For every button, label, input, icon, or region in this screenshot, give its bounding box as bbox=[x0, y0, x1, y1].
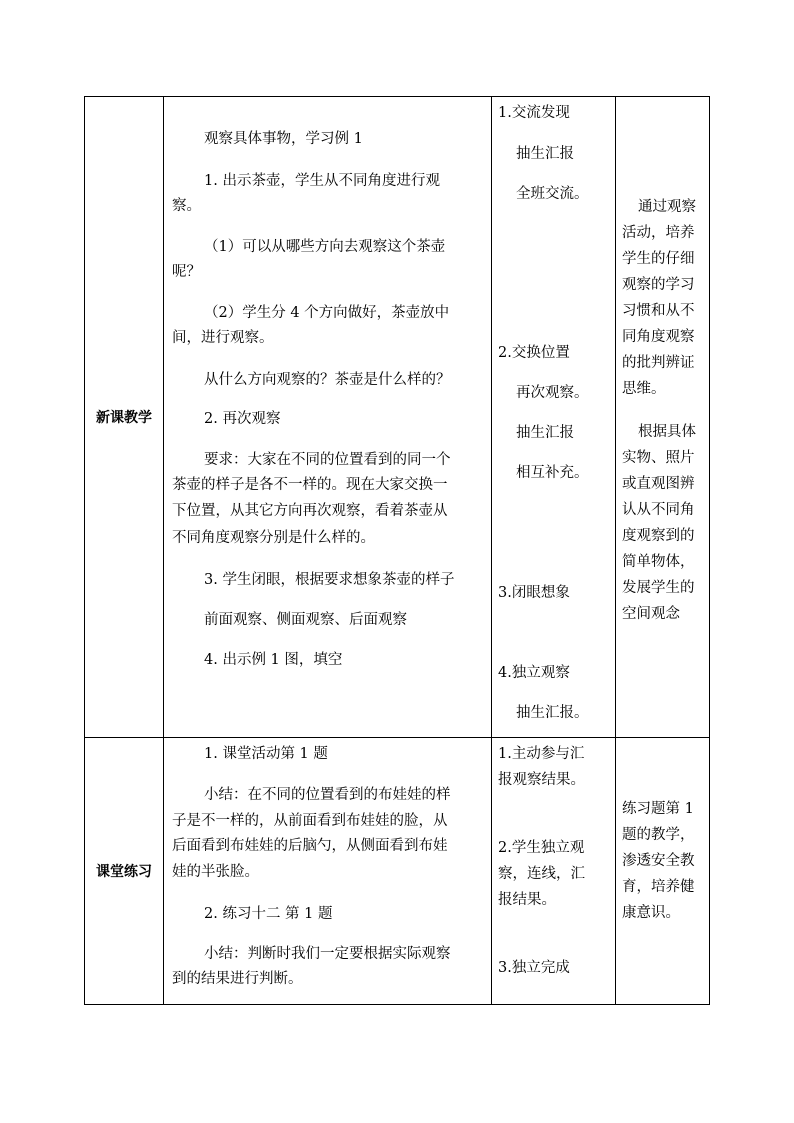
table-row bbox=[84, 96, 710, 737]
purpose-line: 育，培养健 bbox=[622, 879, 695, 895]
activity-line: 2.学生独立观 bbox=[498, 840, 585, 856]
purpose-line: 活动，培养 bbox=[622, 225, 695, 241]
activity-line: 报观察结果。 bbox=[498, 772, 585, 788]
row-label: 新课教学 bbox=[96, 410, 152, 426]
content-line: 观察具体事物，学习例 1 bbox=[204, 131, 363, 147]
purpose-line: 康意识。 bbox=[622, 905, 680, 921]
content-line: 1. 课堂活动第 1 题 bbox=[204, 746, 328, 762]
content-line: （2）学生分 4 个方向做好，茶壶放中 bbox=[204, 305, 450, 321]
purpose-line: 思维。 bbox=[622, 381, 666, 397]
activity-cell bbox=[492, 97, 615, 737]
content-line: 2. 练习十二 第 1 题 bbox=[204, 906, 333, 922]
purpose-line: 同角度观察 bbox=[622, 329, 695, 345]
content-line: 下位置，从其它方向再次观察，看着茶壶从 bbox=[172, 503, 448, 519]
activity-line: 1.交流发现 bbox=[498, 105, 570, 121]
purpose-line: 发展学生的 bbox=[622, 580, 695, 596]
purpose-line: 学生的仔细 bbox=[622, 251, 695, 267]
activity-line: 再次观察。 bbox=[516, 385, 589, 401]
content-line: 娃的半张脸。 bbox=[172, 864, 259, 880]
purpose-line: 根据具体 bbox=[638, 424, 696, 440]
activity-line: 2.交换位置 bbox=[498, 345, 570, 361]
activity-line: 抽生汇报。 bbox=[516, 705, 589, 721]
content-line: 间，进行观察。 bbox=[172, 330, 274, 346]
row-label-cell bbox=[85, 738, 163, 1004]
content-line: 从什么方向观察的？茶壶是什么样的？ bbox=[204, 372, 451, 388]
purpose-line: 空间观念 bbox=[622, 606, 680, 622]
purpose-line: 度观察到的 bbox=[622, 528, 695, 544]
activity-line: 3.独立完成 bbox=[498, 960, 570, 976]
purpose-line: 实物、照片 bbox=[622, 450, 695, 466]
row-label: 课堂练习 bbox=[96, 864, 152, 880]
content-line: 小结：在不同的位置看到的布娃娃的样 bbox=[204, 787, 451, 803]
purpose-cell bbox=[616, 97, 710, 737]
content-line: 1. 出示茶壶，学生从不同角度进行观 bbox=[204, 173, 440, 189]
content-line: 茶壶的样子是各不一样的。现在大家交换一 bbox=[172, 477, 448, 493]
content-line: 3. 学生闭眼，根据要求想象茶壶的样子 bbox=[204, 572, 455, 588]
content-line: 小结：判断时我们一定要根据实际观察 bbox=[204, 946, 451, 962]
purpose-line: 或直观图辨 bbox=[622, 476, 695, 492]
content-line: （1）可以从哪些方向去观察这个茶壶 bbox=[204, 239, 446, 255]
content-line: 2. 再次观察 bbox=[204, 411, 281, 427]
content-line: 子是不一样的，从前面看到布娃娃的脸，从 bbox=[172, 813, 448, 829]
activity-cell bbox=[492, 738, 615, 1004]
purpose-line: 练习题第 1 bbox=[622, 801, 694, 817]
purpose-line: 通过观察 bbox=[638, 199, 696, 215]
activity-line: 抽生汇报 bbox=[516, 146, 574, 162]
lesson-plan-table bbox=[84, 96, 710, 1005]
content-cell bbox=[164, 97, 491, 737]
activity-line: 3.闭眼想象 bbox=[498, 585, 570, 601]
activity-line: 察，连线，汇 bbox=[498, 866, 585, 882]
content-line: 后面看到布娃娃的后脑勺，从侧面看到布娃 bbox=[172, 838, 448, 854]
content-line: 4. 出示例 1 图，填空 bbox=[204, 652, 343, 668]
purpose-line: 观察的学习 bbox=[622, 277, 695, 293]
activity-line: 4.独立观察 bbox=[498, 665, 570, 681]
activity-line: 相互补充。 bbox=[516, 465, 589, 481]
purpose-line: 渗透安全教 bbox=[622, 853, 695, 869]
row-label-cell bbox=[85, 97, 163, 737]
content-line: 察。 bbox=[172, 198, 201, 214]
purpose-line: 的批判辨证 bbox=[622, 355, 695, 371]
purpose-cell bbox=[616, 738, 710, 1004]
purpose-line: 认从不同角 bbox=[622, 502, 695, 518]
content-line: 要求：大家在不同的位置看到的同一个 bbox=[204, 452, 451, 468]
activity-line: 全班交流。 bbox=[516, 186, 589, 202]
content-line: 前面观察、侧面观察、后面观察 bbox=[204, 612, 407, 628]
content-cell bbox=[164, 738, 491, 1004]
activity-line: 抽生汇报 bbox=[516, 425, 574, 441]
activity-line: 1.主动参与汇 bbox=[498, 746, 585, 762]
content-line: 呢？ bbox=[172, 264, 201, 280]
purpose-line: 简单物体， bbox=[622, 554, 695, 570]
table-row bbox=[84, 737, 710, 1005]
purpose-line: 习惯和从不 bbox=[622, 303, 695, 319]
purpose-line: 题的教学， bbox=[622, 827, 695, 843]
content-line: 到的结果进行判断。 bbox=[172, 971, 303, 987]
activity-line: 报结果。 bbox=[498, 892, 556, 908]
content-line: 不同角度观察分别是什么样的。 bbox=[172, 530, 375, 546]
